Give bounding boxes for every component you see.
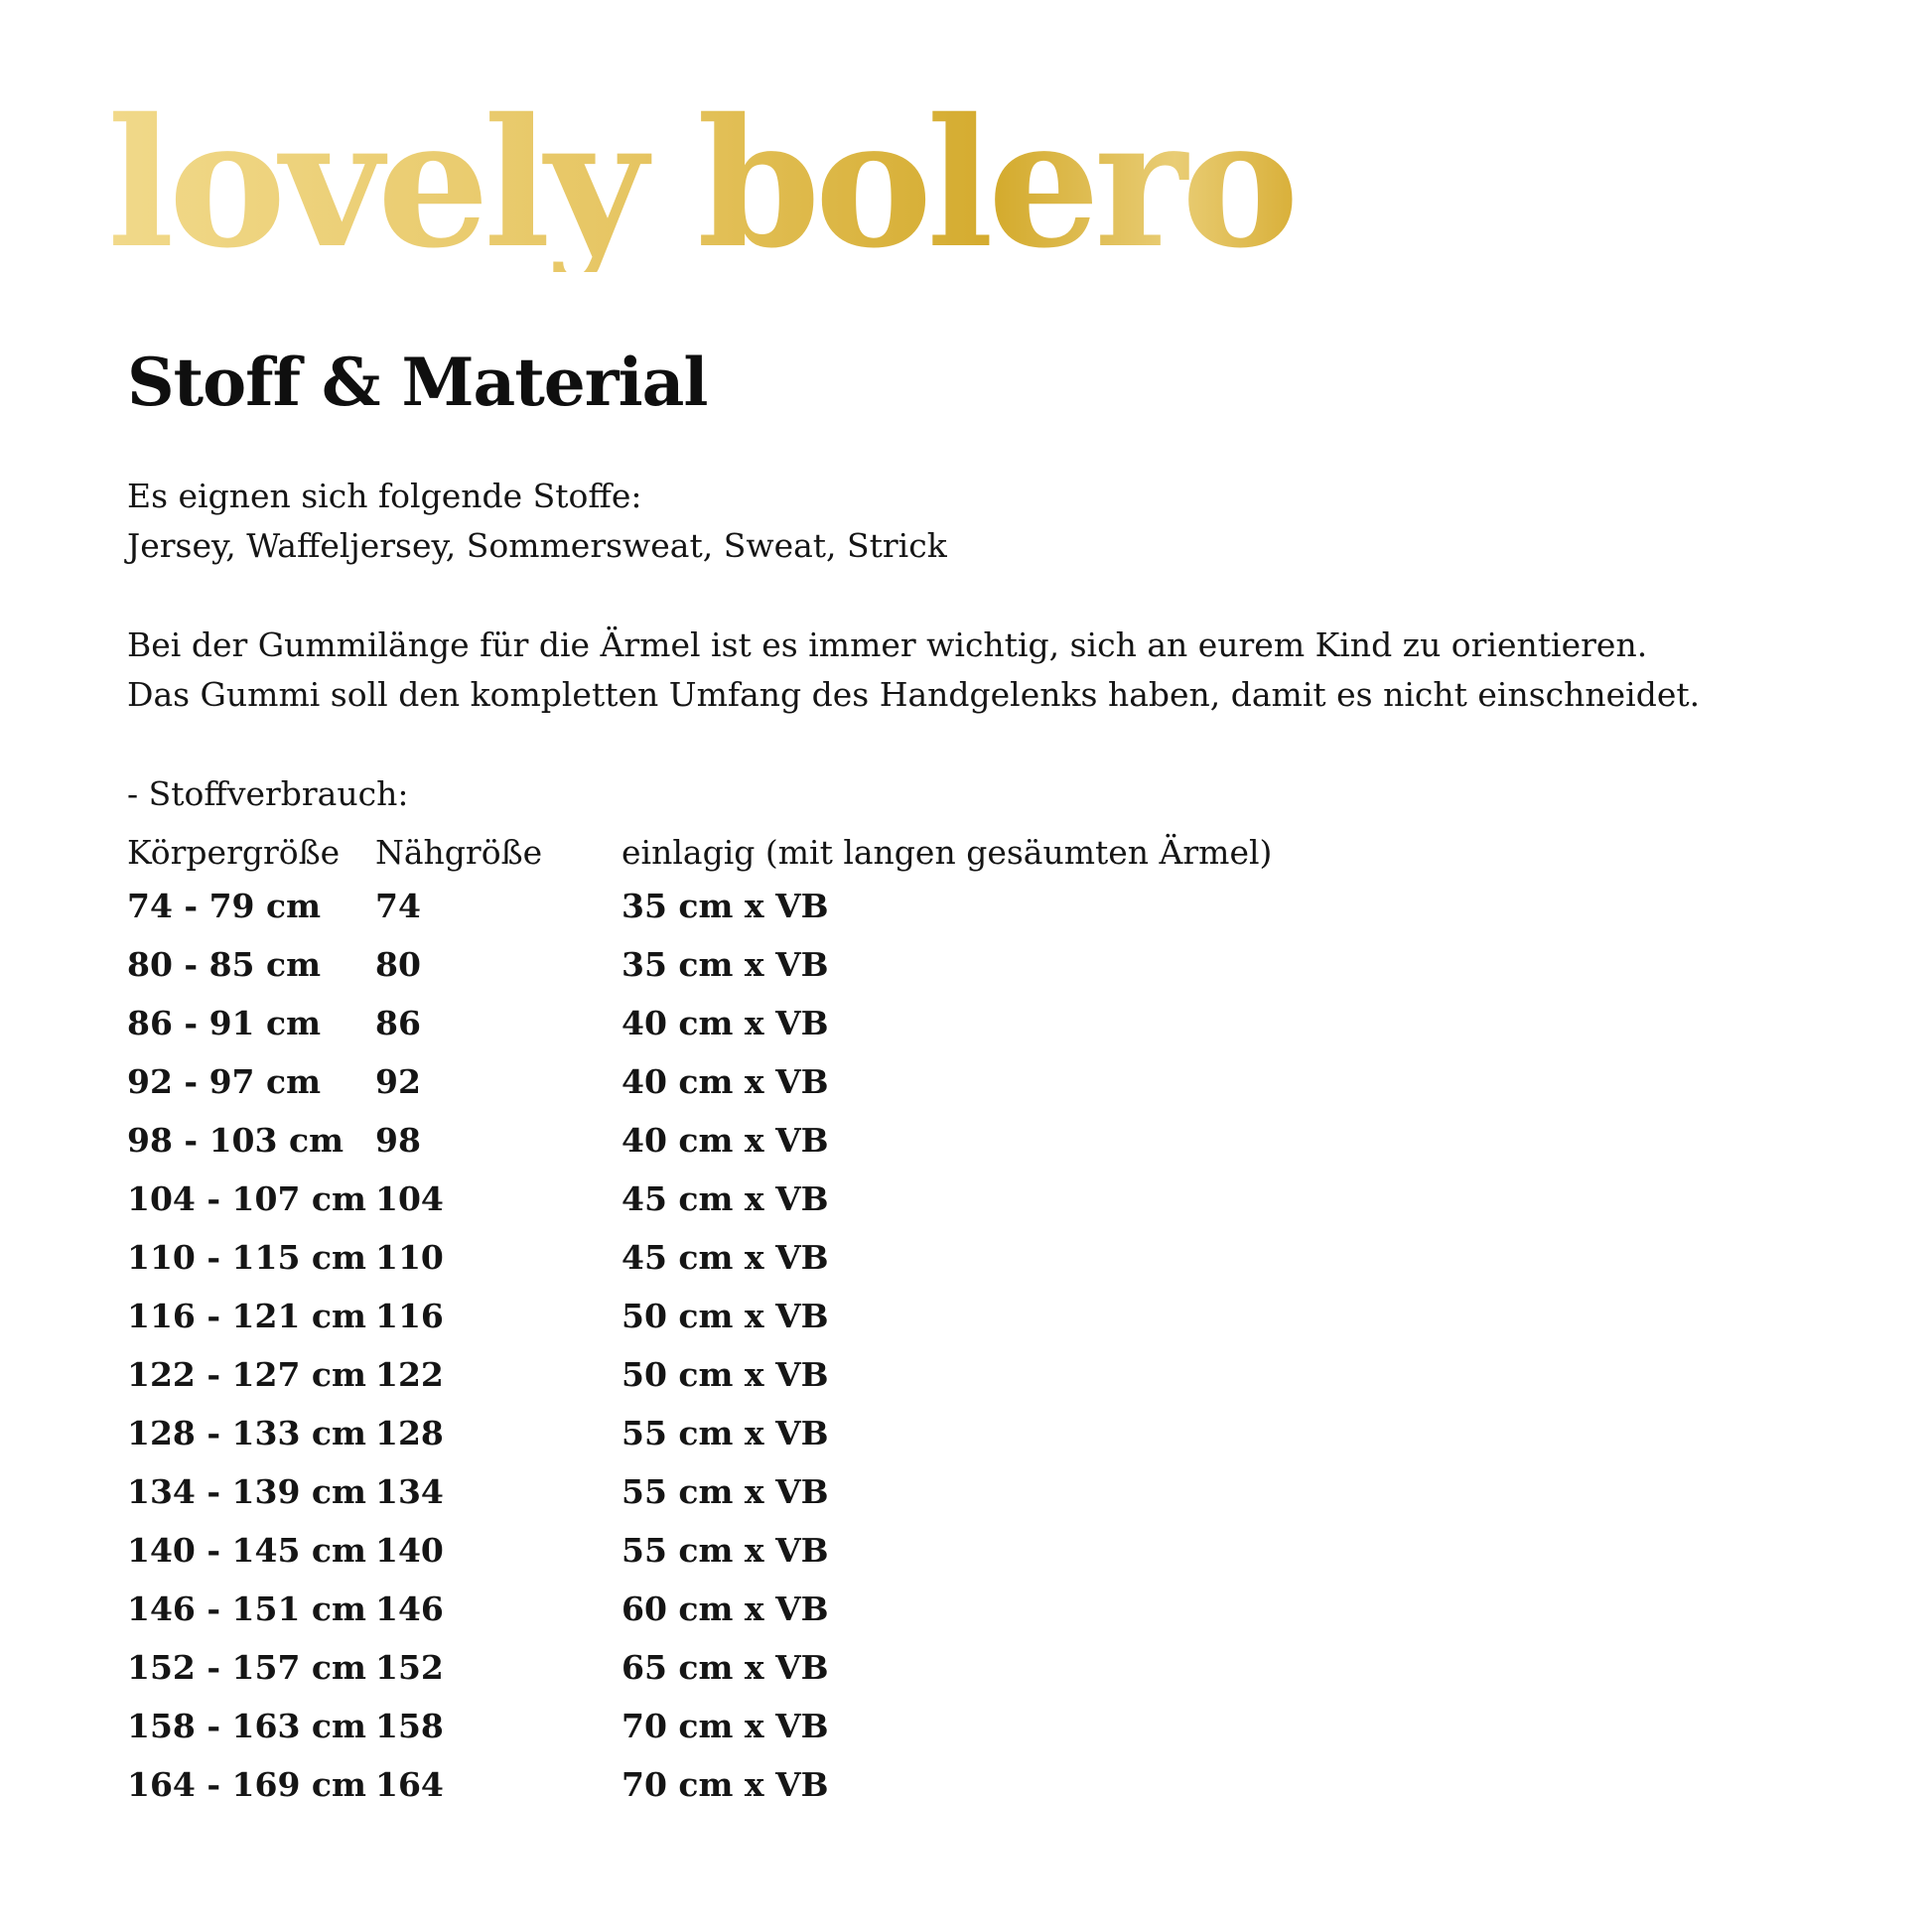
body-height-cell: 104 - 107 cm [127,1179,366,1218]
fabric-amount-cell: 35 cm x VB [621,887,829,925]
header-sewing-size: Nähgröße [375,832,543,872]
body-height-cell: 74 - 79 cm [127,887,322,925]
fabric-amount-cell: 40 cm x VB [621,1062,829,1101]
table-row [127,1404,1316,1462]
sewing-size-cell: 80 [375,945,421,984]
body-height-cell: 86 - 91 cm [127,1004,322,1042]
sewing-size-cell: 140 [375,1531,444,1570]
table-header-row [127,827,1316,877]
fabric-amount-cell: 45 cm x VB [621,1179,829,1218]
table-row [127,1052,1316,1111]
body-height-cell: 110 - 115 cm [127,1238,366,1277]
sewing-size-cell: 98 [375,1121,421,1160]
sewing-size-cell: 86 [375,1004,421,1042]
table-row [127,1462,1316,1521]
body-height-cell: 98 - 103 cm [127,1121,344,1160]
table-row [127,1228,1316,1287]
sewing-size-cell: 92 [375,1062,421,1101]
table-row [127,1170,1316,1228]
fabric-consumption-label: - Stoffverbrauch: [127,774,409,813]
table-body [127,877,1316,1814]
elastic-length-paragraph [127,621,1700,720]
header-body-height: Körpergröße [127,832,341,872]
table-row [127,1111,1316,1170]
body-height-cell: 128 - 133 cm [127,1414,366,1452]
body-height-cell: 116 - 121 cm [127,1297,366,1335]
table-row [127,1287,1316,1345]
body-height-cell: 134 - 139 cm [127,1472,366,1511]
table-row [127,1755,1316,1814]
body-height-cell: 80 - 85 cm [127,945,322,984]
table-row [127,1697,1316,1755]
fabric-amount-cell: 50 cm x VB [621,1297,829,1335]
sewing-size-cell: 134 [375,1472,444,1511]
table-row [127,935,1316,994]
fabric-consumption-table [127,827,1316,1814]
elastic-length-line-1: Bei der Gummilänge für die Ärmel ist es immer wichtig, sich an eurem Kind zu orientieren. [127,625,1648,664]
section-title: Stoff & Material [127,344,708,421]
sewing-size-cell: 104 [375,1179,444,1218]
fabric-amount-cell: 55 cm x VB [621,1472,829,1511]
fabric-amount-cell: 40 cm x VB [621,1121,829,1160]
table-row [127,994,1316,1052]
body-height-cell: 122 - 127 cm [127,1355,366,1394]
table-row [127,1345,1316,1404]
body-height-cell: 152 - 157 cm [127,1648,366,1687]
body-height-cell: 92 - 97 cm [127,1062,322,1101]
body-height-cell: 158 - 163 cm [127,1707,366,1745]
fabric-amount-cell: 40 cm x VB [621,1004,829,1042]
body-height-cell: 164 - 169 cm [127,1765,366,1804]
suitable-fabrics-paragraph [127,472,947,571]
sewing-size-cell: 74 [375,887,421,925]
sewing-size-cell: 116 [375,1297,444,1335]
suitable-fabrics-intro: Es eignen sich folgende Stoffe: [127,477,642,515]
table-row [127,877,1316,935]
fabric-amount-cell: 35 cm x VB [621,945,829,984]
sewing-size-cell: 122 [375,1355,444,1394]
elastic-length-line-2: Das Gummi soll den kompletten Umfang des Handgelenks haben, damit es nicht einschneidet. [127,675,1701,714]
body-height-cell: 146 - 151 cm [127,1589,366,1628]
sewing-size-cell: 110 [375,1238,444,1277]
fabric-amount-cell: 65 cm x VB [621,1648,829,1687]
suitable-fabrics-list: Jersey, Waffeljersey, Sommersweat, Sweat, Strick [127,526,947,565]
fabric-amount-cell: 70 cm x VB [621,1765,829,1804]
body-height-cell: 140 - 145 cm [127,1531,366,1570]
sewing-size-cell: 128 [375,1414,444,1452]
table-row [127,1521,1316,1580]
header-single-layer: einlagig (mit langen gesäumten Ärmel) [621,832,1273,872]
brand-title: lovely bolero [107,79,1294,287]
fabric-amount-cell: 70 cm x VB [621,1707,829,1745]
fabric-amount-cell: 55 cm x VB [621,1414,829,1452]
sewing-size-cell: 164 [375,1765,444,1804]
sewing-size-cell: 158 [375,1707,444,1745]
fabric-amount-cell: 45 cm x VB [621,1238,829,1277]
table-row [127,1638,1316,1697]
fabric-amount-cell: 55 cm x VB [621,1531,829,1570]
fabric-amount-cell: 60 cm x VB [621,1589,829,1628]
sewing-size-cell: 146 [375,1589,444,1628]
fabric-amount-cell: 50 cm x VB [621,1355,829,1394]
sewing-size-cell: 152 [375,1648,444,1687]
table-row [127,1580,1316,1638]
